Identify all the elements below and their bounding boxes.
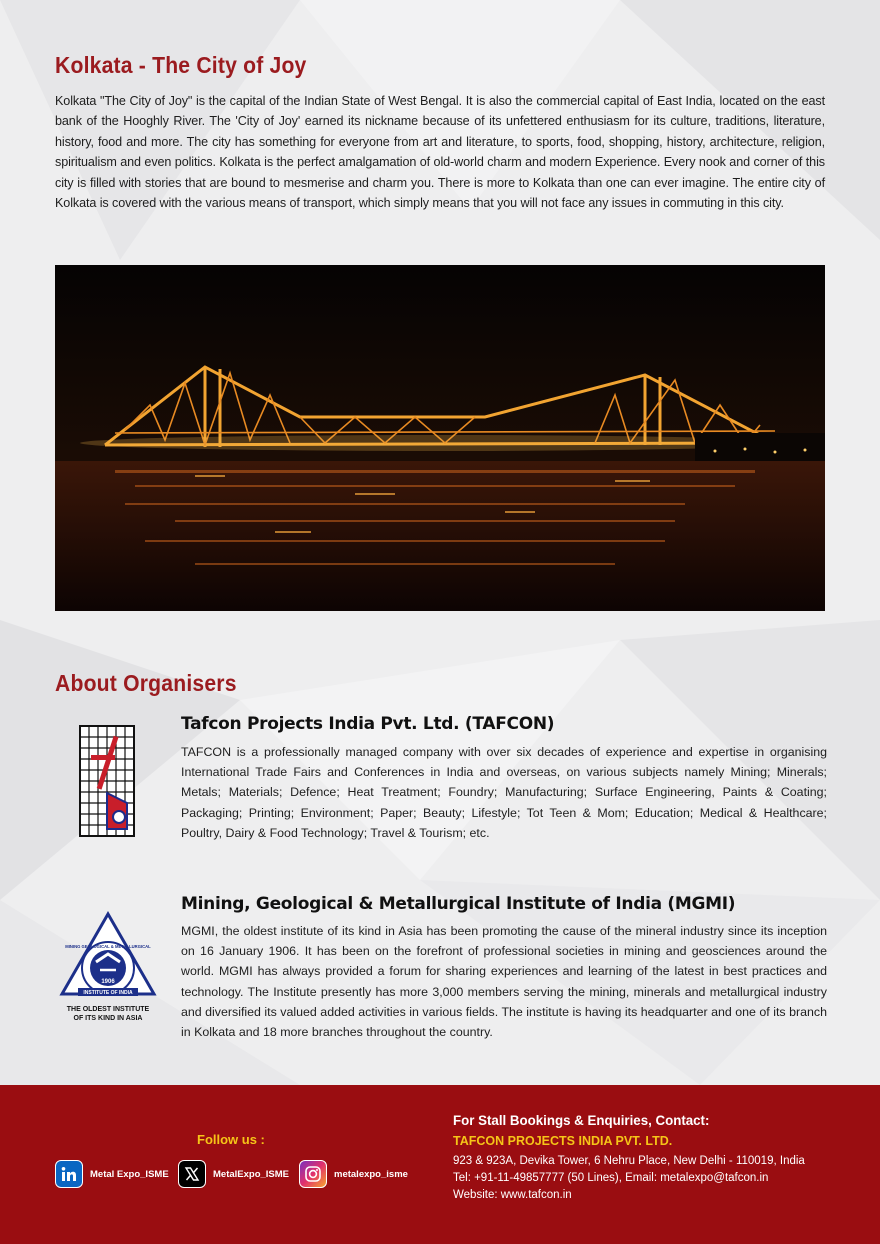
social-linkedin[interactable]	[55, 1160, 169, 1188]
tafcon-logo-icon	[79, 725, 141, 837]
mgmi-logo	[58, 910, 158, 1025]
kolkata-heading: Kolkata - The City of Joy	[55, 52, 307, 78]
instagram-handle[interactable]: metalexpo_isme	[334, 1168, 408, 1180]
contact-website[interactable]: Website: www.tafcon.in	[453, 1189, 572, 1201]
follow-us-label: Follow us :	[197, 1132, 265, 1147]
mgmi-description: MGMI, the oldest institute of its kind in Asia has been promoting the cause of the mineral industry since its inception on 16 January 1906. It has been on the forefront of professional societies in mining and geosciences around the world. MGMI has always provided a forum for sharing experiences and learning of the latest in best practices and technology. The Institute presently has more 3,000 members serving the mining, minerals and metallurgical industry and diversified its valued added activities in various fields. The institute is having its headquarter and one of its branch in Kolkata and 18 more branches throughout the country.	[181, 924, 827, 1040]
instagram-icon[interactable]	[299, 1160, 327, 1188]
linkedin-handle[interactable]: Metal Expo_ISME	[90, 1168, 169, 1180]
mgmi-tagline-line1: THE OLDEST INSTITUTE	[66, 1006, 150, 1013]
mgmi-logo-ring-text: MINING GEOLOGICAL & METALLURGICAL	[65, 944, 151, 949]
contact-address: 923 & 923A, Devika Tower, 6 Nehru Place, New Delhi - 110019, India	[453, 1155, 805, 1167]
organisers-heading: About Organisers	[55, 670, 237, 696]
tafcon-name: Tafcon Projects India Pvt. Ltd. (TAFCON)	[181, 714, 555, 734]
contact-company: TAFCON PROJECTS INDIA PVT. LTD.	[453, 1134, 673, 1148]
mgmi-tagline-line2: OF ITS KIND IN ASIA	[73, 1015, 143, 1022]
mgmi-logo-year: 1906	[101, 979, 115, 985]
x-handle[interactable]: MetalExpo_ISME	[213, 1168, 290, 1180]
mgmi-logo-band-text: INSTITUTE OF INDIA	[83, 990, 133, 996]
mgmi-name: Mining, Geological & Metallurgical Institute of India (MGMI)	[181, 894, 736, 914]
contact-heading: For Stall Bookings & Enquiries, Contact:	[453, 1112, 710, 1128]
howrah-bridge-photo	[55, 265, 825, 611]
kolkata-description: Kolkata "The City of Joy" is the capital of the Indian State of West Bengal. It is also the commercial capital of East India, located on the east bank of the Hooghly River. The 'City of Joy' earned its nickname because of its unfettered enthusiasm for its culture, traditions, literature, history, food and more. The city has something for everyone from art and literature, to sports, food, shopping, history, architecture, religion, spiritualism and even politics. Kolkata is the perfect amalgamation of old-world charm and modern Experience. Every nook and corner of this city is filled with stories that are bound to mesmerise and charm you. There is more to Kolkata than one can ever imagine. The entire city of Kolkata is covered with the various means of transport, which simply means that you will not face any issues in commuting in this city.	[55, 94, 825, 211]
x-icon[interactable]	[178, 1160, 206, 1188]
linkedin-icon[interactable]	[55, 1160, 83, 1188]
tafcon-description: TAFCON is a professionally managed company with over six decades of experience and expertise in organising International Trade Fairs and Conferences in India and overseas, on various subjects namely Mining; Minerals; Metals; Materials; Defence; Heat Treatment; Foundry; Manufacturing; Surface Engineering, Paints & Coating; Packaging; Printing; Environment; Paper; Beauty; Lifestyle; Tot Teen & Mom; Education; Medical & Healthcare; Poultry, Dairy & Food Technology; Travel & Tourism; etc.	[181, 745, 827, 840]
contact-phone-email[interactable]: Tel: +91-11-49857777 (50 Lines), Email: metalexpo@tafcon.in	[453, 1172, 769, 1184]
social-instagram[interactable]	[299, 1160, 408, 1188]
mgmi-emblem-icon	[58, 910, 158, 1000]
social-x[interactable]	[178, 1160, 289, 1188]
